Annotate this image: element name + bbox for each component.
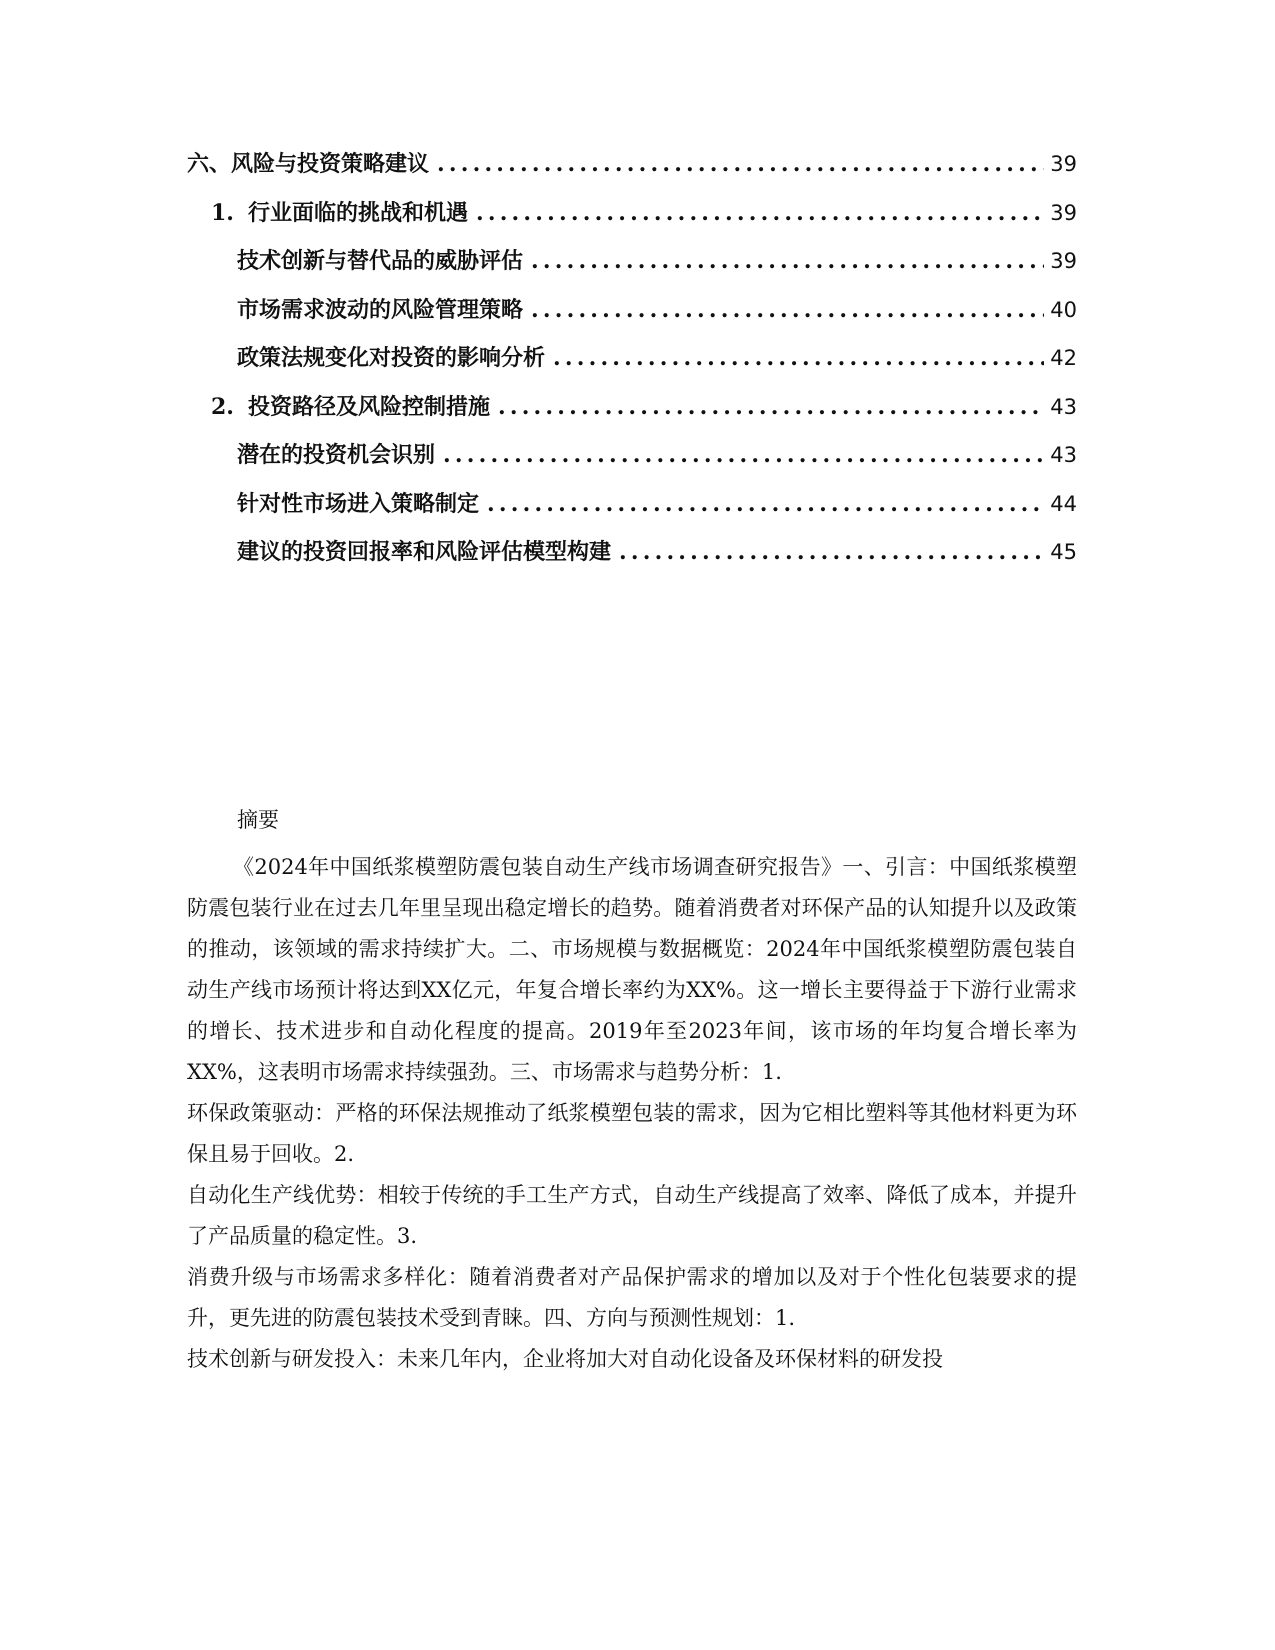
toc-page-number: 44: [1050, 491, 1077, 516]
toc-entry-title: 政策法规变化对投资的影响分析: [237, 345, 546, 371]
toc-dot-leader: [498, 383, 1044, 432]
toc-entry-title: 技术创新与替代品的威胁评估: [237, 248, 524, 274]
toc-dot-leader: [553, 334, 1044, 383]
toc-dot-leader: [531, 237, 1044, 286]
abstract-section: [187, 800, 1077, 1380]
toc-page-number: 45: [1050, 540, 1077, 564]
toc-entry[interactable]: [187, 286, 1077, 335]
toc-entry[interactable]: [187, 528, 1077, 577]
toc-page-number: 40: [1050, 297, 1077, 322]
toc-dot-leader: [437, 140, 1044, 189]
abstract-title: 摘要: [237, 808, 279, 832]
toc-entry[interactable]: [187, 480, 1077, 529]
toc-dot-leader: [531, 286, 1044, 335]
toc-entry[interactable]: [187, 140, 1077, 189]
abstract-paragraph: 消费升级与市场需求多样化：随着消费者对产品保护需求的增加以及对于个性化包装要求的提升，更先进的防震包装技术受到青睐。四、方向与预测性规划：1.: [187, 1265, 1077, 1330]
toc-entry-number: 1.: [211, 199, 234, 226]
toc-dot-leader: [476, 189, 1044, 238]
table-of-contents: [187, 140, 1077, 577]
abstract-paragraph: 技术创新与研发投入：未来几年内，企业将加大对自动化设备及环保材料的研发投: [187, 1347, 943, 1371]
toc-entry-title: 六、风险与投资策略建议: [187, 151, 430, 177]
abstract-paragraph: 自动化生产线优势：相较于传统的手工生产方式，自动生产线提高了效率、降低了成本，并提升了产品质量的稳定性。3.: [187, 1183, 1077, 1248]
toc-entry[interactable]: [187, 383, 1077, 432]
toc-entry-title: 建议的投资回报率和风险评估模型构建: [237, 539, 612, 565]
toc-entry[interactable]: [187, 334, 1077, 383]
toc-entry-title: 针对性市场进入策略制定: [237, 490, 480, 517]
toc-entry[interactable]: [187, 431, 1077, 480]
toc-page-number: 43: [1050, 443, 1077, 467]
toc-page-number: 39: [1050, 152, 1077, 176]
toc-entry[interactable]: [187, 237, 1077, 286]
toc-page-number: 42: [1050, 346, 1077, 370]
toc-page-number: 43: [1050, 394, 1077, 419]
toc-page-number: 39: [1050, 249, 1077, 273]
toc-entry-title: 行业面临的挑战和机遇: [247, 199, 468, 226]
toc-dot-leader: [619, 528, 1044, 577]
toc-entry-title: 市场需求波动的风险管理策略: [237, 296, 524, 323]
toc-entry-title: 潜在的投资机会识别: [237, 442, 436, 468]
toc-page-number: 39: [1050, 200, 1077, 225]
toc-entry-number: 2.: [211, 393, 234, 420]
toc-entry-title: 投资路径及风险控制措施: [247, 393, 490, 420]
abstract-paragraph: 环保政策驱动：严格的环保法规推动了纸浆模塑包装的需求，因为它相比塑料等其他材料更为环保且易于回收。2.: [187, 1101, 1077, 1166]
toc-dot-leader: [487, 480, 1044, 529]
toc-dot-leader: [443, 431, 1044, 480]
abstract-paragraph: 《2024年中国纸浆模塑防震包装自动生产线市场调查研究报告》一、引言：中国纸浆模塑防震包装行业在过去几年里呈现出稳定增长的趋势。随着消费者对环保产品的认知提升以及政策的推动，该领域的需求持续扩大。二、市场规模与数据概览：2024年中国纸浆模塑防震包装自动生产线市场预计将达到XX亿元，年复合增长率约为XX%。这一增长主要得益于下游行业需求的增长、技术进步和自动化程度的提高。2019年至2023年间，该市场的年均复合增长率为XX%，这表明市场需求持续强劲。三、市场需求与趋势分析：1.: [187, 855, 1077, 1084]
toc-entry[interactable]: [187, 189, 1077, 238]
